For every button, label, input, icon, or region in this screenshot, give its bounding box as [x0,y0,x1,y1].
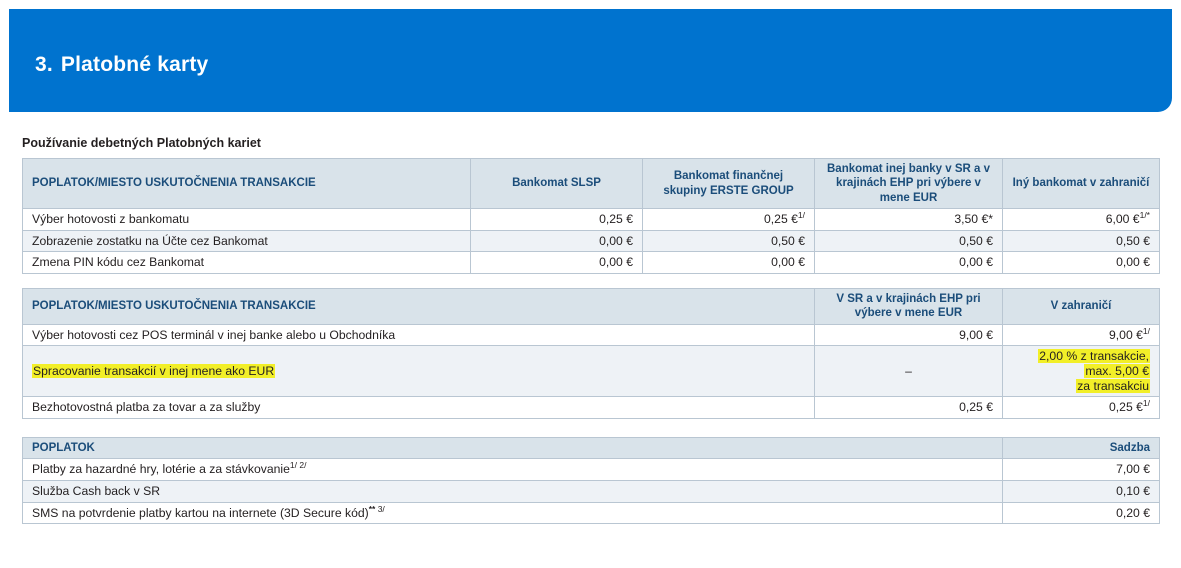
page-title [35,53,208,77]
cell-atm-other-bank-eea: 0,00 € [815,252,1003,274]
column-header-atm-other-bank-eea: Bankomat inej banky v SR a v krajinách EHP pri výbere v mene EUR [815,159,1003,209]
cell-atm-erste-group [643,209,815,231]
table-row [23,209,1160,231]
section-caption: Používanie debetných Platobných kariet [22,136,261,150]
cell-value: 0,25 € [1109,400,1143,415]
cell-atm-erste-group: 0,00 € [643,252,815,274]
cell-atm-abroad: 0,50 € [1003,230,1160,252]
row-label: Bezhotovostná platba za tovar a za služby [23,397,815,419]
cell-atm-slsp: 0,00 € [471,252,643,274]
table-header-row [23,289,1160,325]
cell-rate: 0,20 € [1003,502,1160,524]
footnote-marker: 3/ [375,503,385,514]
table-row [23,252,1160,274]
column-header-atm-slsp: Bankomat SLSP [471,159,643,209]
row-label: Služba Cash back v SR [23,481,1003,503]
cell-sr-eea-eur: 9,00 € [815,324,1003,346]
row-label: Výber hotovosti z bankomatu [23,209,471,231]
other-fees-table [22,437,1160,524]
row-label: Zmena PIN kódu cez Bankomat [23,252,471,274]
column-header-fee-location: POPLATOK/MIESTO USKUTOČNENIA TRANSAKCIE [23,289,815,325]
table-row [23,230,1160,252]
footnote-marker: 1/ [797,210,805,221]
column-header-abroad: V zahraničí [1003,289,1160,325]
cell-value: 9,00 € [1109,327,1143,342]
column-header-sr-eea-eur: V SR a v krajinách EHP pri výbere v mene EUR [815,289,1003,325]
atm-fees-table [22,158,1160,274]
column-header-fee: POPLATOK [23,438,1003,459]
column-header-fee-location: POPLATOK/MIESTO USKUTOČNENIA TRANSAKCIE [23,159,471,209]
table-row [23,481,1160,503]
section-header-banner [9,9,1172,112]
table-header-row [23,438,1160,459]
footnote-marker: 1/ 2/ [289,460,307,471]
table-row-highlighted [23,346,1160,397]
page-title-text: Platobné karty [60,53,209,76]
cell-atm-other-bank-eea: 0,50 € [815,230,1003,252]
cell-atm-slsp: 0,00 € [471,230,643,252]
footnote-marker: 1/ [1142,398,1150,409]
cell-atm-slsp: 0,25 € [471,209,643,231]
atm-fees-table-wrapper [22,158,1159,274]
other-fees-table-wrapper [22,437,1159,524]
cell-abroad [1003,397,1160,419]
cell-sr-eea-eur: 0,25 € [815,397,1003,419]
cell-atm-erste-group: 0,50 € [643,230,815,252]
spacer [0,419,1181,437]
cell-atm-other-bank-eea: 3,50 €* [815,209,1003,231]
row-label [23,346,815,397]
footnote-marker: 1/ [1142,325,1150,336]
pos-fees-table [22,288,1160,419]
highlighted-text-line-1: 2,00 % z transakcie, [1039,349,1149,364]
row-label: Výber hotovosti cez POS terminál v inej banke alebo u Obchodníka [23,324,815,346]
footnote-marker: 1/* [1139,210,1150,221]
table-row [23,397,1160,419]
cell-rate: 0,10 € [1003,481,1160,503]
cell-value: 0,25 € [764,212,798,227]
table-row [23,502,1160,524]
pos-fees-table-wrapper [22,288,1159,419]
cell-rate: 7,00 € [1003,459,1160,481]
cell-sr-eea-eur: – [815,346,1003,397]
table-row [23,324,1160,346]
footnote-marker-asterisks: ** [368,503,376,514]
row-label-text: SMS na potvrdenie platby kartou na internete (3D Secure kód) [32,505,369,520]
highlighted-text-line-2: max. 5,00 € [1085,364,1149,379]
column-header-rate: Sadzba [1003,438,1160,459]
highlighted-text: Spracovanie transakcií v inej mene ako EUR [33,364,275,379]
cell-abroad [1003,346,1160,397]
row-label [23,502,1003,524]
row-label [23,459,1003,481]
table-row [23,459,1160,481]
cell-value: 6,00 € [1105,212,1140,227]
cell-atm-abroad: 0,00 € [1003,252,1160,274]
row-label-text: Platby za hazardné hry, lotérie a za stávkovanie [32,462,290,477]
column-header-atm-abroad: Iný bankomat v zahraničí [1003,159,1160,209]
row-label: Zobrazenie zostatku na Účte cez Bankomat [23,230,471,252]
cell-abroad [1003,324,1160,346]
spacer [0,274,1181,288]
cell-atm-abroad [1003,209,1160,231]
highlighted-text-line-3: za transakciu [1077,378,1149,393]
page-title-number: 3. [35,53,53,76]
column-header-atm-erste-group: Bankomat finančnej skupiny ERSTE GROUP [643,159,815,209]
table-header-row [23,159,1160,209]
